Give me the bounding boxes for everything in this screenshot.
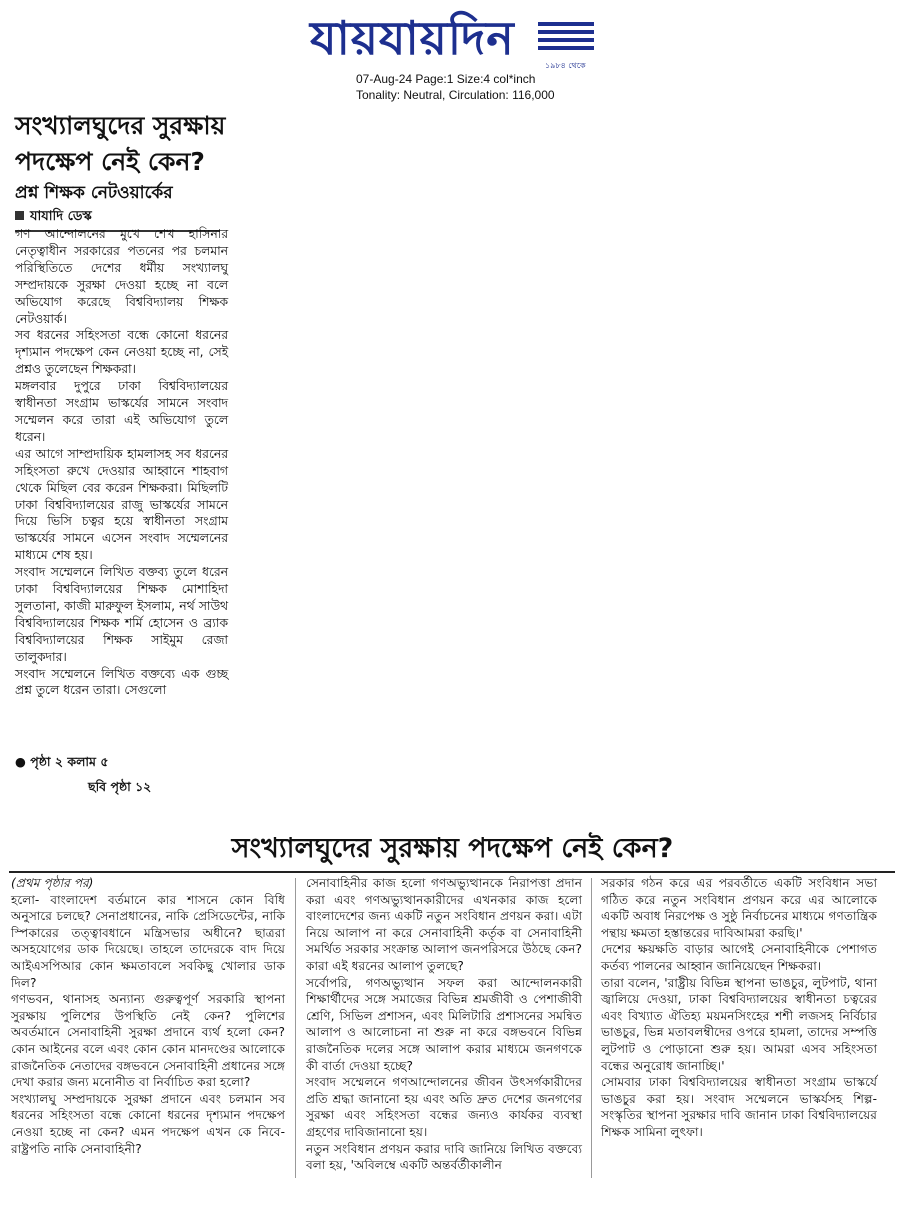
column-divider [591,878,592,1178]
body-paragraph: সব ধরনের সহিংসতা বন্ধে কোনো ধরনের দৃশ্যমান পদক্ষেপ কেন নেওয়া হচ্ছে না, সেই প্রশ্নও তুলেছেন শিক্ষকরা। [15,328,228,377]
body-paragraph: গণ আন্দোলনের মুখে শেখ হাসিনার নেতৃত্বাধীন সরকারের পতনের পর চলমান পরিস্থিতিতে দেশের ধর্মীয় সংখ্যালঘু সম্প্রদায়কে সুরক্ষা দেওয়া হচ্ছে না বলে অভিযোগ করেছে বিশ্ববিদ্যালয় শিক্ষক নেটওয়ার্ক। [15,227,228,326]
clip1-subhead: প্রশ্ন শিক্ষক নেটওয়ার্কের [15,183,173,203]
continued-note [15,754,108,774]
continued-from-label: (প্রথম পৃষ্ঠার পর) [11,876,94,890]
article-column-2 [306,875,582,1174]
clip2-headline: সংখ্যালঘুদের সুরক্ষায় পদক্ষেপ নেই কেন? [231,833,674,864]
body-paragraph: সেনাবাহিনীর কাজ হলো গণঅভ্যুত্থানকে নিরাপত্তা প্রদান করা এবং গণঅভ্যুত্থানকারীদের এখনকার কাজ হলো বাংলাদেশের জন্য একটি নতুন সংবিধান প্রণয়ন করা। এটা নিয়ে আলাপ না করে সেনাবাহিনী কর্তৃক বা সেনাবাহিনী সমর্থিত সরকার সংক্রান্ত আলাপ জনপরিসরে উঠছে কেন? কারা এই ধরনের আলাপ তুলছে? [306,876,582,973]
body-paragraph: গণভবন, থানাসহ অন্যান্য গুরুত্বপূর্ণ সরকারি স্থাপনা সুরক্ষায় পুলিশের উপস্থিতি নেই কেন? পুলিশের অবর্তমানে সেনাবাহিনী সুরক্ষা প্রদানে ব্যর্থ হলো কেন? কোন আইনের বলে এবং কোন কোন মানদণ্ডের আলোকে রাজনৈতিক নেতাদের বঙ্গভবনে সেনাবাহিনী প্রধানের সঙ্গে দেখা করার জন্য মনোনীত বা নির্বাচিত করা হলো? [11,992,286,1090]
body-paragraph: সোমবার ঢাকা বিশ্ববিদ্যালয়ের স্বাধীনতা সংগ্রাম ভাস্কর্যে ভাঙচুর করা হয়। সংবাদ সম্মেলনে ভাস্কর্যসহ শিল্প-সংস্কৃতির স্থাপনা সুরক্ষার দাবি জানান ঢাকা বিশ্ববিদ্যালয়ের শিক্ষক সামিনা লুৎফা। [601,1075,877,1139]
logo-stripe [538,38,594,42]
logo-stripe [538,22,594,26]
newspaper-logo [310,8,595,70]
body-paragraph: এর আগে সাম্প্রদায়িক হামলাসহ সব ধরনের সহিংসতা রুখে দেওয়ার আহ্বানে শাহবাগ থেকে মিছিল বের করেন শিক্ষকরা। মিছিলটি ঢাকা বিশ্ববিদ্যালয়ের রাজু ভাস্কর্যের সামনে দিয়ে ভিসি চত্বর হয়ে স্বাধীনতা সংগ্রাম ভাস্কর্যের সামনে এসেন সংবাদ সম্মেলনের মাধ্যমে শেষ হয়। [15,446,228,563]
clip-meta-date-size: 07-Aug-24 Page:1 Size:4 col*inch [356,72,536,86]
logo-since-text: ১৯৮৪ থেকে [545,61,586,70]
body-paragraph: দেশের ক্ষয়ক্ষতি বাড়ার আগেই সেনাবাহিনীকে পেশাগত কর্তব্য পালনের আহ্বান জানিয়েছেন শিক্ষকরা। [601,942,877,973]
body-paragraph: সংবাদ সম্মেলনে লিখিত বক্তব্যে এক গুচ্ছ প্রশ্ন তুলে ধরেন তারা। সেগুলো [15,666,228,698]
article-column-3 [601,875,877,1141]
article-column-1 [11,875,285,1157]
logo-stripe [538,46,594,50]
body-paragraph: হলো- বাংলাদেশ বর্তমানে কার শাসনে কোন বিধি অনুসারে চলছে? সেনাপ্রধানের, নাকি প্রেসিডেন্টের, নাকি স্পিকারের তত্ত্বাবধানে মন্ত্রিসভার অধীনে? ছাত্ররা অসহযোগের ডাক দিয়েছে। তাহলে তাদেরকে বাদ দিয়ে আইএসপিআর কোন ক্ষমতাবলে সবকিছু খোলার ডাক দিল? [11,892,285,990]
clip1-body [15,226,228,699]
photo-note: ছবি পৃষ্ঠা ১২ [88,779,152,794]
logo-wordmark: যায়যায়দিন [310,11,515,65]
clip1-headline-line: সংখ্যালঘুদের সুরক্ষায় [15,111,226,140]
body-paragraph: সংবাদ সম্মেলনে গণআন্দোলনের জীবন উৎসর্গকারীদের প্রতি শ্রদ্ধা জানানো হয় এবং অতি দ্রুত দেশের জনগণের সুরক্ষা এবং সহিংসতা বন্ধের জন্যও কার্যকর ব্যবস্থা গ্রহণের দাবিজানানো হয়। [306,1075,582,1139]
logo-stripe [538,30,594,34]
clip1-headline-line: পদক্ষেপ নেই কেন? [15,147,205,176]
body-paragraph: তারা বলেন, 'রাষ্ট্রীয় বিভিন্ন স্থাপনা ভাঙচুর, লুটপাট, থানা জ্বালিয়ে দেওয়া, ঢাকা বিশ্ববিদ্যালয়ের স্বাধীনতা চত্বরের এবং বিখ্যাত ঐতিহ্য ময়মনসিংহের শশী লজসহ নির্বিচার ভাঙচুর, ভিন্ন মতাবলম্বীদের ওপরে হামলা, তাদের সম্পত্তি লুটপাট ও পোড়ানো শুরু হয়। আমরা এসব সহিংসতা বন্ধের অনুরোধ জানাচ্ছি।' [601,975,877,1073]
clip1-headline [15,108,230,180]
continued-note-text: পৃষ্ঠা ২ কলাম ৫ [30,754,109,769]
body-paragraph: সরকার গঠন করে এর পরবর্তীতে একটি সংবিধান সভা গঠিত করে নতুন সংবিধান প্রণয়ন করে এর আলোকে একটি অবাধ নিরপেক্ষ ও সুষ্ঠু নির্বাচনের মাধ্যমে গণতান্ত্রিক পন্থায় ক্ষমতা হস্তান্তরের দাবিআমরা করছি।' [601,876,877,940]
body-paragraph: সর্বোপরি, গণঅভ্যুত্থান সফল করা আন্দোলনকারী শিক্ষার্থীদের সঙ্গে সমাজের বিভিন্ন শ্রমজীবী ও পেশাজীবী শ্রেণি, সিভিল প্রশাসন, এবং মিলিটারি প্রশাসনের সমন্বিত আলাপ ও আলোচনা না শুরু না করে বঙ্গভবনে বিভিন্ন রাজনৈতিক দলের সঙ্গে আলাপ করার মাধ্যমে জনগণকে কী বার্তা দেওয়া হচ্ছে? [306,975,582,1073]
body-paragraph: সংখ্যালঘু সম্প্রদায়কে সুরক্ষা প্রদানে এবং চলমান সব ধরনের সহিংসতা বন্ধে কোনো ধরনের দৃশ্যমান পদক্ষেপ নেওয়া হচ্ছে না কেন? এমন পদক্ষেপ এখন কে নিবে- রাষ্ট্রপতি নাকি সেনাবাহিনী? [11,1091,285,1156]
body-paragraph: মঙ্গলবার দুপুরে ঢাকা বিশ্ববিদ্যালয়ের স্বাধীনতা সংগ্রাম ভাস্কর্যের সামনে সংবাদ সম্মেলন করে তারা এই অভিযোগ তুলে ধরেন। [15,379,228,444]
bullet-icon: ● [15,754,26,769]
body-paragraph: সংবাদ সম্মেলনে লিখিত বক্তব্য তুলে ধরেন ঢাকা বিশ্ববিদ্যালয়ের শিক্ষক মোশাহিদা সুলতানা, কাজী মারুফুল ইসলাম, নর্থ সাউথ বিশ্ববিদ্যালয়ের শিক্ষক শর্মি হোসেন ও ব্র্যাক বিশ্ববিদ্যালয়ের শিক্ষক সাইমুম রেজা তালুকদার। [15,565,228,664]
byline-text: যাযাদি ডেস্ক [30,209,92,224]
divider [9,871,895,873]
clip-meta-tonality: Tonality: Neutral, Circulation: 116,000 [356,88,555,102]
body-paragraph: নতুন সংবিধান প্রণয়ন করার দাবি জানিয়ে লিখিত বক্তব্যে বলা হয়, 'অবিলম্বে একটি অন্তর্বর্তীকালীন [306,1141,582,1173]
byline-square-icon [15,211,24,220]
column-divider [295,878,296,1178]
